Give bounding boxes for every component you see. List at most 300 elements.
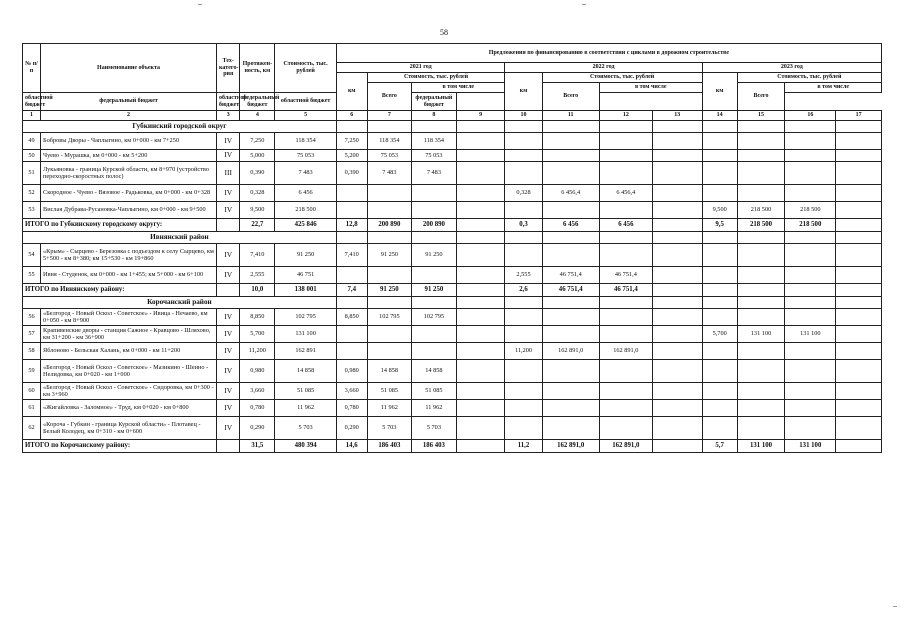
table-cell [652,150,702,162]
table-cell [702,343,737,360]
table-cell: 5 703 [412,417,457,440]
table-cell [456,343,505,360]
table-cell [456,326,505,343]
table-cell: 3,660 [240,383,275,400]
table-cell [702,417,737,440]
table-cell [505,244,542,267]
total-cell [217,284,240,297]
header-total-2021: Всего [367,83,412,111]
table-cell [599,244,652,267]
empty-cell [505,297,542,309]
empty-cell [505,121,542,133]
table-cell: 102 795 [275,309,337,326]
column-number: 4 [240,111,275,121]
total-cell: 0,3 [505,219,542,232]
table-cell [456,162,505,185]
table-cell [702,133,737,150]
table-cell: 59 [23,360,41,383]
empty-cell [702,232,737,244]
table-cell: IV [217,267,240,284]
table-cell [336,326,367,343]
table-cell: 131 100 [275,326,337,343]
table-cell: 102 795 [367,309,412,326]
table-cell: 0,328 [505,185,542,202]
table-cell [542,383,599,400]
table-cell [367,202,412,219]
table-cell [836,400,882,417]
section-total-row [23,219,882,232]
table-cell [836,162,882,185]
table-cell [336,185,367,202]
object-name-cell: «Белгород - Новый Оскол - Советское» - Сидоровка, км 0+300 - км 3+960 [41,383,217,400]
header-year-2021: 2021 год [336,63,505,73]
header-total-2023: Всего [737,83,785,111]
total-cell [456,440,505,453]
total-cell [652,219,702,232]
table-cell: 0,390 [240,162,275,185]
total-cell [456,284,505,297]
total-cell [737,284,785,297]
empty-cell [652,121,702,133]
object-name-cell: Бобровы Дворы - Чаплыгино, км 0+000 - км 7+250 [41,133,217,150]
table-cell [542,202,599,219]
table-cell [652,417,702,440]
table-cell: 6 456 [275,185,337,202]
total-cell: 5,7 [702,440,737,453]
table-cell: 218 500 [737,202,785,219]
empty-cell [599,121,652,133]
table-cell [599,150,652,162]
table-cell: 57 [23,326,41,343]
total-cell: 131 100 [737,440,785,453]
table-cell: 75 053 [412,150,457,162]
table-cell: 51 085 [367,383,412,400]
empty-cell [652,232,702,244]
total-cell: 14,6 [336,440,367,453]
total-cell [652,284,702,297]
table-cell: 6 456,4 [599,185,652,202]
table-cell [737,360,785,383]
table-cell: 5 703 [367,417,412,440]
total-cell [217,440,240,453]
table-cell: IV [217,244,240,267]
empty-cell [542,297,599,309]
total-cell: 10,0 [240,284,275,297]
empty-cell [836,297,882,309]
table-cell [505,150,542,162]
table-cell [542,417,599,440]
object-name-cell: «Крым» - Сырцево - Березовка с подъездом к селу Сырцево, км 5+500 - км 8+380; км 15+530 - км 19+860 [41,244,217,267]
empty-cell [542,121,599,133]
object-name-cell: Крапивенские дворы - станция Сажное - Кравцово - Шляхово, км 31+200 - км 36+900 [41,326,217,343]
table-cell [652,383,702,400]
table-cell [542,360,599,383]
table-cell [456,150,505,162]
column-number: 10 [505,111,542,121]
table-cell [836,417,882,440]
table-cell: IV [217,360,240,383]
table-cell: 11,200 [240,343,275,360]
object-name-cell: Чуево - Мурашка, км 0+000 - км 5+200 [41,150,217,162]
table-cell: 7,250 [336,133,367,150]
table-cell [836,244,882,267]
table-cell [542,326,599,343]
total-cell [702,284,737,297]
empty-cell [836,232,882,244]
empty-cell [785,121,836,133]
header-category: Тех-катего-рия [217,44,240,93]
financing-table [22,43,882,453]
table-cell [505,202,542,219]
table-cell [505,383,542,400]
table-cell [542,133,599,150]
table-cell [599,400,652,417]
table-cell [367,185,412,202]
table-cell: 6 456,4 [542,185,599,202]
table-cell: IV [217,417,240,440]
table-cell: 56 [23,309,41,326]
scan-mark [582,4,586,5]
table-row [23,162,882,185]
table-cell [836,343,882,360]
empty-cell [785,232,836,244]
column-number: 13 [652,111,702,121]
table-cell: 5,000 [240,150,275,162]
table-cell [737,185,785,202]
table-cell: 54 [23,244,41,267]
table-row [23,150,882,162]
total-cell: 218 500 [737,219,785,232]
total-cell: 138 001 [275,284,337,297]
table-cell: 51 085 [275,383,337,400]
table-row [23,267,882,284]
header-incl-2023: в том числе [785,83,882,93]
header-year-2022: 2022 год [505,63,702,73]
table-cell: 162 891,0 [542,343,599,360]
table-cell [412,326,457,343]
table-cell: 0,980 [240,360,275,383]
total-cell: 46 751,4 [599,284,652,297]
empty-cell [702,121,737,133]
table-cell [412,202,457,219]
total-cell [785,284,836,297]
table-cell [599,383,652,400]
table-cell [836,309,882,326]
table-cell [412,343,457,360]
table-cell: 0,290 [240,417,275,440]
table-cell: 51 085 [412,383,457,400]
table-cell: 118 354 [275,133,337,150]
empty-cell [599,232,652,244]
header-km-2021: км [336,73,367,111]
table-cell: 75 053 [275,150,337,162]
header-cost-2021: Стоимость, тыс. рублей [367,73,505,83]
empty-cell [599,297,652,309]
table-cell: IV [217,326,240,343]
table-cell [456,185,505,202]
object-name-cell: «Короча - Губкин - граница Курской области» - Плотавец - Белый Колодец, км 0+310 - км 0+600 [41,417,217,440]
table-cell [702,185,737,202]
header-no: № п/п [23,44,41,93]
table-cell [785,417,836,440]
table-cell [652,133,702,150]
table-cell: 46 751,4 [542,267,599,284]
column-number: 16 [785,111,836,121]
table-cell [652,360,702,383]
table-cell [702,162,737,185]
table-cell [505,162,542,185]
table-cell [785,185,836,202]
table-cell [737,417,785,440]
table-cell: 5,200 [336,150,367,162]
total-cell: 6 456 [599,219,652,232]
table-cell [702,400,737,417]
empty-cell [336,121,367,133]
table-cell [456,202,505,219]
column-number: 1 [23,111,41,121]
table-cell [542,244,599,267]
total-cell: 2,6 [505,284,542,297]
table-cell: 60 [23,383,41,400]
object-name-cell: «Жигайловка - Заломное» - Труд, км 0+020 - км 0+800 [41,400,217,417]
table-cell [785,400,836,417]
total-label: ИТОГО по Ивнянскому району: [23,284,217,297]
table-cell: 7,410 [336,244,367,267]
table-cell [599,202,652,219]
table-cell [785,244,836,267]
total-cell: 218 500 [785,219,836,232]
total-cell: 7,4 [336,284,367,297]
table-cell: 218 500 [785,202,836,219]
table-cell: 0,980 [336,360,367,383]
table-cell [785,150,836,162]
table-cell [367,343,412,360]
table-cell [599,162,652,185]
table-cell: 0,328 [240,185,275,202]
table-cell [367,326,412,343]
table-cell: III [217,162,240,185]
table-cell: 3,660 [336,383,367,400]
total-cell: 31,5 [240,440,275,453]
total-cell: 200 890 [367,219,412,232]
table-cell: 11,200 [505,343,542,360]
total-cell: 6 456 [542,219,599,232]
table-row [23,360,882,383]
table-cell [652,267,702,284]
table-cell [702,360,737,383]
table-cell [652,326,702,343]
table-cell [702,383,737,400]
table-cell: 11 962 [275,400,337,417]
table-cell [836,185,882,202]
table-cell: 62 [23,417,41,440]
column-number: 3 [217,111,240,121]
table-cell [456,267,505,284]
empty-cell [367,121,412,133]
empty-cell [412,121,457,133]
total-cell [217,219,240,232]
table-cell [456,309,505,326]
section-total-row [23,440,882,453]
table-cell [542,162,599,185]
table-cell [836,150,882,162]
object-name-cell: Скородное - Чуево - Вязовое - Радьковка, км 0+000 - км 0+328 [41,185,217,202]
total-cell: 186 403 [412,440,457,453]
table-cell: 49 [23,133,41,150]
table-cell: IV [217,309,240,326]
table-cell: 11 962 [412,400,457,417]
empty-cell [737,297,785,309]
column-number-row [23,111,882,121]
header-regional-2023: областной бюджет [275,93,337,111]
table-cell [652,400,702,417]
table-cell [456,133,505,150]
table-cell [652,244,702,267]
total-cell: 9,5 [702,219,737,232]
scan-mark [893,606,897,607]
column-number: 9 [456,111,505,121]
table-cell: 0,290 [336,417,367,440]
header-name: Наименование объекта [41,44,217,93]
table-cell: 5,700 [240,326,275,343]
table-cell: IV [217,343,240,360]
total-cell [836,284,882,297]
table-cell: 52 [23,185,41,202]
table-cell: 7 483 [275,162,337,185]
table-cell [505,400,542,417]
empty-cell [737,121,785,133]
table-cell [836,360,882,383]
empty-cell [785,297,836,309]
table-cell: 2,555 [240,267,275,284]
header-federal-2022: федеральный бюджет [240,93,275,111]
table-cell: 162 891,0 [599,343,652,360]
total-cell [836,219,882,232]
table-row [23,326,882,343]
total-cell: 22,7 [240,219,275,232]
table-cell: 55 [23,267,41,284]
table-cell [737,133,785,150]
table-cell [652,162,702,185]
table-cell [737,162,785,185]
table-cell: 50 [23,150,41,162]
column-number: 2 [41,111,217,121]
table-cell: 162 891 [275,343,337,360]
table-body [23,111,882,453]
table-cell [652,202,702,219]
table-cell [737,150,785,162]
table-cell: 102 795 [412,309,457,326]
table-row [23,309,882,326]
table-row [23,133,882,150]
section-row [23,121,882,133]
total-cell: 480 394 [275,440,337,453]
column-number: 14 [702,111,737,121]
header-km-2023: км [702,73,737,111]
table-cell [456,417,505,440]
table-cell: 46 751 [275,267,337,284]
table-cell: 131 100 [785,326,836,343]
table-cell [599,417,652,440]
section-total-row [23,284,882,297]
table-row [23,417,882,440]
table-cell [367,267,412,284]
table-cell: 0,780 [240,400,275,417]
object-name-cell: Ивня - Студенок, км 0+000 - км 1+455; км 5+000 - км 6+100 [41,267,217,284]
table-cell: 8,850 [336,309,367,326]
empty-cell [367,297,412,309]
table-cell [785,267,836,284]
table-cell: 91 250 [275,244,337,267]
table-cell: 7 483 [412,162,457,185]
table-cell [737,267,785,284]
section-title: Губкинский городской округ [23,121,337,133]
table-cell [652,185,702,202]
table-cell [505,326,542,343]
table-cell [599,133,652,150]
header-incl-2021: в том числе [412,83,505,93]
table-cell [336,267,367,284]
table-cell [652,343,702,360]
table-cell: 75 053 [367,150,412,162]
table-cell: 7,410 [240,244,275,267]
table-cell [836,383,882,400]
table-cell [456,400,505,417]
section-title: Корочанский район [23,297,337,309]
empty-cell [336,297,367,309]
table-cell [599,360,652,383]
table-cell: 51 [23,162,41,185]
table-cell [737,383,785,400]
column-number: 17 [836,111,882,121]
header-regional-2022: областной бюджет [217,93,240,111]
total-cell: 12,8 [336,219,367,232]
total-cell: 91 250 [412,284,457,297]
empty-cell [456,297,505,309]
total-cell: 91 250 [367,284,412,297]
financing-table-wrap [22,43,882,453]
total-label: ИТОГО по Губкинскому городскому округу: [23,219,217,232]
empty-cell [367,232,412,244]
table-cell [542,400,599,417]
table-cell: 14 858 [275,360,337,383]
table-cell [336,202,367,219]
total-cell: 131 100 [785,440,836,453]
table-row [23,185,882,202]
table-cell [336,343,367,360]
table-cell: 91 250 [367,244,412,267]
header-total-2022: Всего [542,83,599,111]
table-cell: 7 483 [367,162,412,185]
header-financing-title: Предложения по финансированию в соответствии с циклами в дорожном строительстве [336,44,881,63]
empty-cell [456,121,505,133]
table-cell [785,360,836,383]
table-cell [785,309,836,326]
table-cell [652,309,702,326]
total-cell [652,440,702,453]
page-number: 58 [440,28,448,37]
table-cell [505,309,542,326]
empty-cell [412,297,457,309]
table-cell [785,343,836,360]
table-cell [456,360,505,383]
empty-cell [702,297,737,309]
table-cell [505,133,542,150]
table-cell [785,383,836,400]
column-number: 7 [367,111,412,121]
column-number: 8 [412,111,457,121]
section-row [23,232,882,244]
